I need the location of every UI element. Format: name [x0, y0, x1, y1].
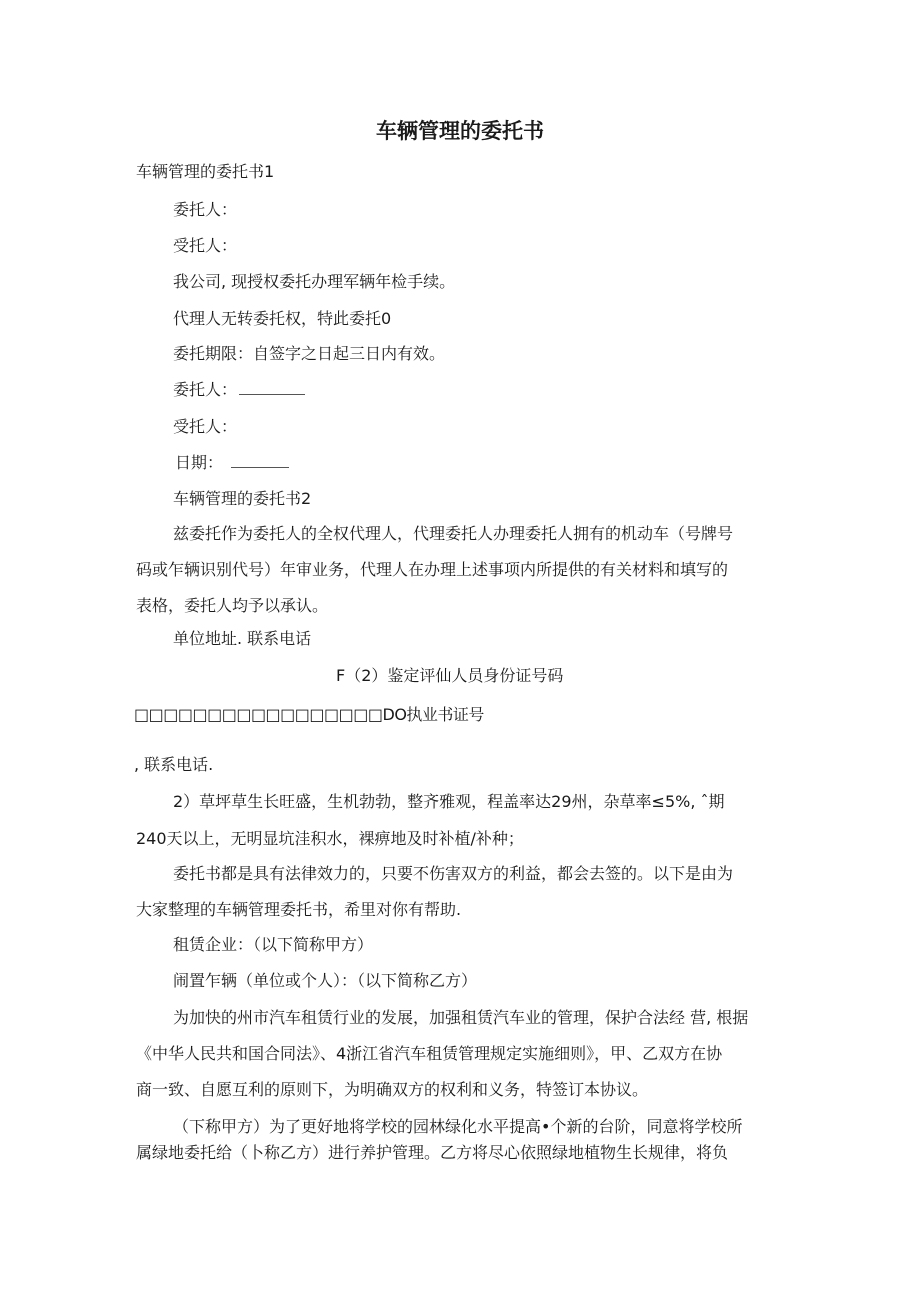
date-label: 日期：: [175, 453, 224, 472]
period-text: 委托期限：自签字之日起三日内有效。: [173, 344, 446, 363]
principal-signature-line: [173, 380, 305, 400]
no-transfer-text: 代理人无转委托权，特此委托0: [173, 309, 392, 328]
purpose-line-1: 为加快的州市汽车租赁行业的发展，加强租赁汽车业的管理，保护合法经 营, 根据: [173, 1008, 749, 1027]
address-phone-text: 单位地址. 联系电话: [173, 629, 312, 648]
lessee-text: 闹置乍辆（单位或个人）：（以下简称乙方）: [173, 971, 478, 990]
lawn-standard-line-1: 2）草坪草生长旺盛，生机勃勃，整齐雅观，程盖率达29州，杂草率≤5%, ˆ期: [173, 792, 725, 811]
paragraph-1-line-3: 表格，委托人均予以承认。: [136, 596, 329, 615]
contact-phone-text: , 联系电话.: [134, 755, 214, 774]
intro-line-2: 大家整理的车辆管理委托书，希里对你有帮助.: [136, 900, 462, 919]
principal-label: 委托人：: [173, 200, 238, 219]
principal-signature-blank: [239, 380, 305, 395]
appraiser-id-text: F（2）鉴定评仙人员身份证号码: [336, 666, 564, 685]
date-blank: [231, 453, 289, 468]
purpose-line-3: 商一致、自愿互利的原则下，为明确双方的权利和义务，特签订本协议。: [136, 1080, 649, 1099]
intro-line-1: 委托书都是具有法律效力的，只要不伤害双方的利益，都会去签的。以下是由为: [173, 864, 734, 883]
purpose-line-2: 《中华人民共和国合同法》、4浙江省汽车租赁管理规定实施细则》，甲、乙双方在协: [136, 1044, 723, 1063]
agent-signature-label: 受托人：: [173, 417, 238, 436]
document-title: 车辆管理的委托书: [376, 119, 544, 143]
paragraph-1-line-2: 码或乍辆识别代号）年审业务，代理人在办理上述事项内所提供的有关材料和填写的: [136, 560, 729, 579]
agent-label: 受托人：: [173, 236, 238, 255]
green-maintenance-line-1: （下称甲方）为了更好地将学校的园林绿化水平提高•个新的台阶，同意将学校所: [173, 1117, 743, 1136]
license-number-text: □□□□□□□□□□□□□□□□□DO执业书证号: [134, 705, 484, 724]
lessor-text: 租赁企业：（以下简称甲方）: [173, 935, 374, 954]
principal-signature-label: 委托人：: [173, 380, 238, 399]
date-line: [175, 453, 289, 473]
green-maintenance-line-2: 属绿地委托给（卜称乙方）进行养护管理。乙方将尽心依照绿地植物生长规律，将负: [136, 1143, 729, 1162]
lawn-standard-line-2: 240天以上，无明显坑洼积水，裸痹地及时补植/补种；: [136, 829, 524, 848]
paragraph-1-line-1: 兹委托作为委托人的全权代理人，代理委托人办理委托人拥有的机动车（号牌号: [173, 524, 734, 543]
section-heading-2: 车辆管理的委托书2: [173, 489, 312, 508]
section-heading-1: 车辆管理的委托书1: [136, 162, 275, 181]
authorization-text: 我公司, 现授权委托办理军辆年检手续。: [173, 272, 456, 291]
